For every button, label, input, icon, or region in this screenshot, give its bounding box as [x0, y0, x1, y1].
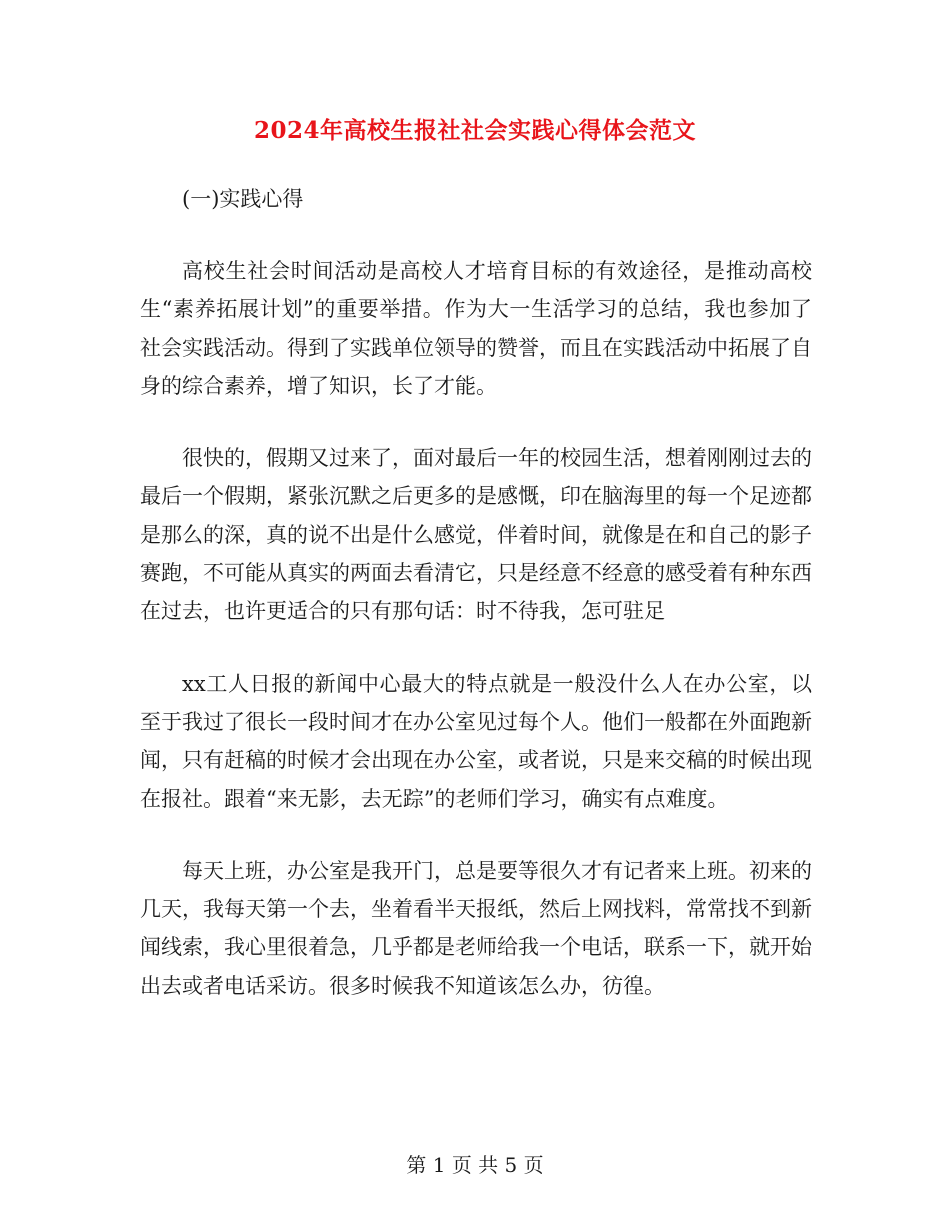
- paragraph-1: 高校生社会时间活动是高校人才培育目标的有效途径，是推动高校生“素养拓展计划”的重要举措。作为大一生活学习的总结，我也参加了社会实践活动。得到了实践单位领导的赞誉，而且在实践活动中拓展了自身的综合素养，增了知识，长了才能。: [140, 259, 812, 398]
- paragraph-4: 每天上班，办公室是我开门，总是要等很久才有记者来上班。初来的几天，我每天第一个去，坐着看半天报纸，然后上网找料，常常找不到新闻线索，我心里很着急，几乎都是老师给我一个电话，联系一下，就开始出去或者电话采访。很多时候我不知道该怎么办，彷徨。: [140, 858, 812, 998]
- document-title: 2024年高校生报社社会实践心得体会范文: [253, 117, 696, 144]
- document-body: [140, 180, 812, 1039]
- paragraph-3: xx工人日报的新闻中心最大的特点就是一般没什么人在办公室，以至于我过了很长一段时间才在办公室见过每个人。他们一般都在外面跑新闻，只有赶稿的时候才会出现在办公室，或者说，只是来交稿的时候出现在报社。跟着“来无影，去无踪”的老师们学习，确实有点难度。: [140, 671, 812, 811]
- section-heading: (一)实践心得: [182, 187, 304, 211]
- paragraph-2: 很快的，假期又过来了，面对最后一年的校园生活，想着刚刚过去的最后一个假期，紧张沉默之后更多的是感慨，印在脑海里的每一个足迹都是那么的深，真的说不出是什么感觉，伴着时间，就像是在和自己的影子赛跑，不可能从真实的两面去看清它，只是经意不经意的感受着有种东西在过去，也许更适合的只有那句话：时不待我，怎可驻足: [140, 446, 812, 624]
- page-footer: 第 1 页 共 5 页: [406, 1153, 544, 1177]
